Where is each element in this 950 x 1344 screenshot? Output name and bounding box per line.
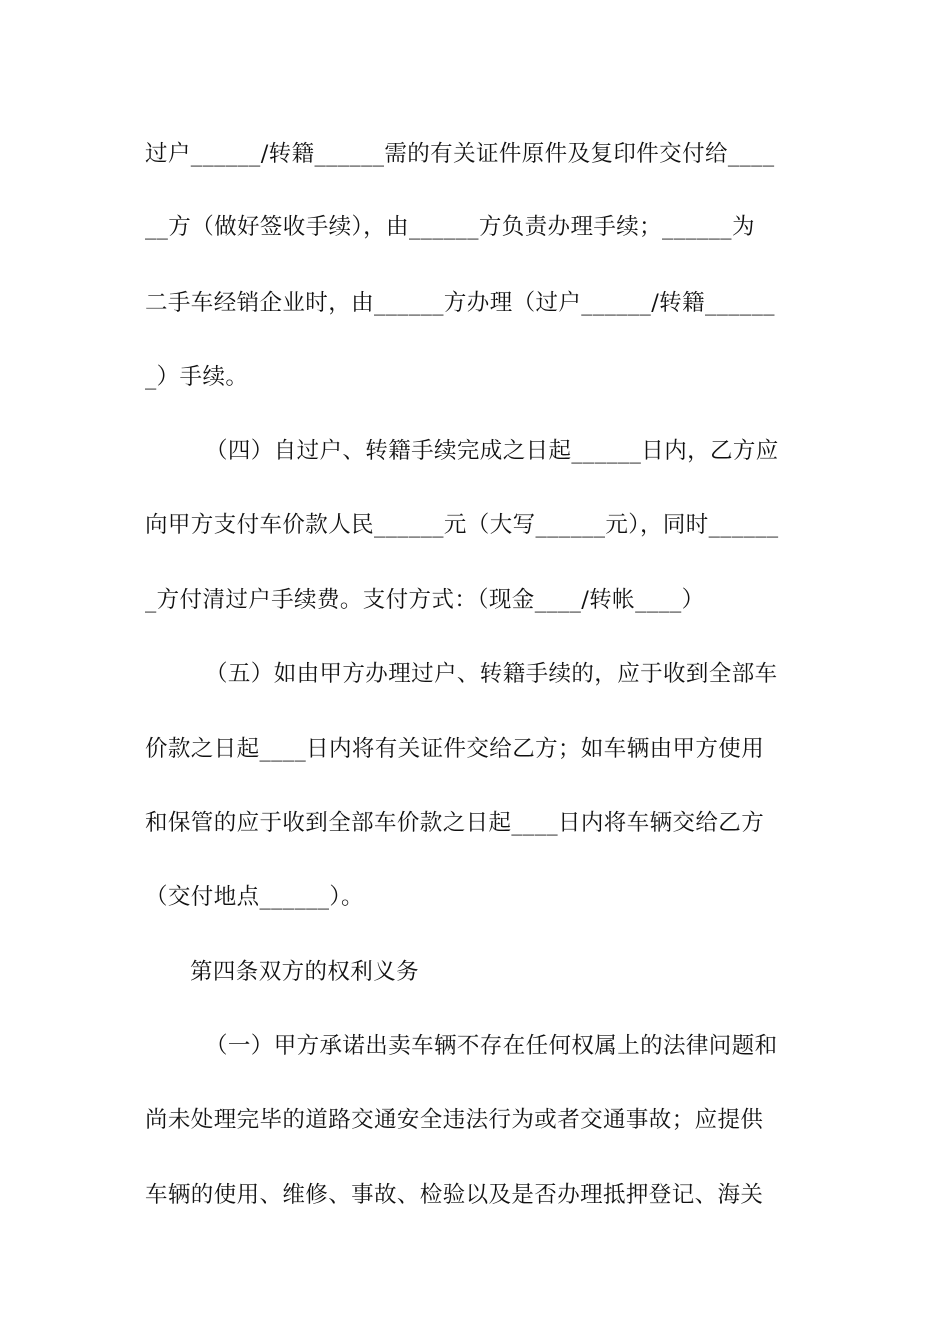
clause-5-line-4: （交付地点______）。 [145,884,364,910]
clause-4-line-3: _方付清过户手续费。支付方式：（现金____/转帐____） [145,587,705,613]
paragraph-line-2: __方（做好签收手续），由______方负责办理手续；______为 [145,214,755,240]
clause-1-line-1: （一）甲方承诺出卖车辆不存在任何权属上的法律问题和 [205,1033,778,1059]
clause-1-line-2: 尚未处理完毕的道路交通安全违法行为或者交通事故；应提供 [145,1107,764,1133]
paragraph-line-3: 二手车经销企业时，由______方办理（过户______/转籍______ [145,290,775,316]
clause-4-line-2: 向甲方支付车价款人民______元（大写______元），同时______ [145,512,779,538]
clause-5-line-3: 和保管的应于收到全部车价款之日起____日内将车辆交给乙方 [145,810,765,836]
clause-5-line-2: 价款之日起____日内将有关证件交给乙方；如车辆由甲方使用 [145,736,765,762]
paragraph-line-1: 过户______/转籍______需的有关证件原件及复印件交付给____ [145,141,775,167]
clause-1-line-3: 车辆的使用、维修、事故、检验以及是否办理抵押登记、海关 [145,1182,764,1208]
section-heading: 第四条双方的权利义务 [190,959,420,985]
clause-4-line-1: （四）自过户、转籍手续完成之日起______日内，乙方应 [205,438,779,464]
clause-5-line-1: （五）如由甲方办理过户、转籍手续的，应于收到全部车 [205,661,778,687]
paragraph-line-4: _）手续。 [145,364,249,390]
